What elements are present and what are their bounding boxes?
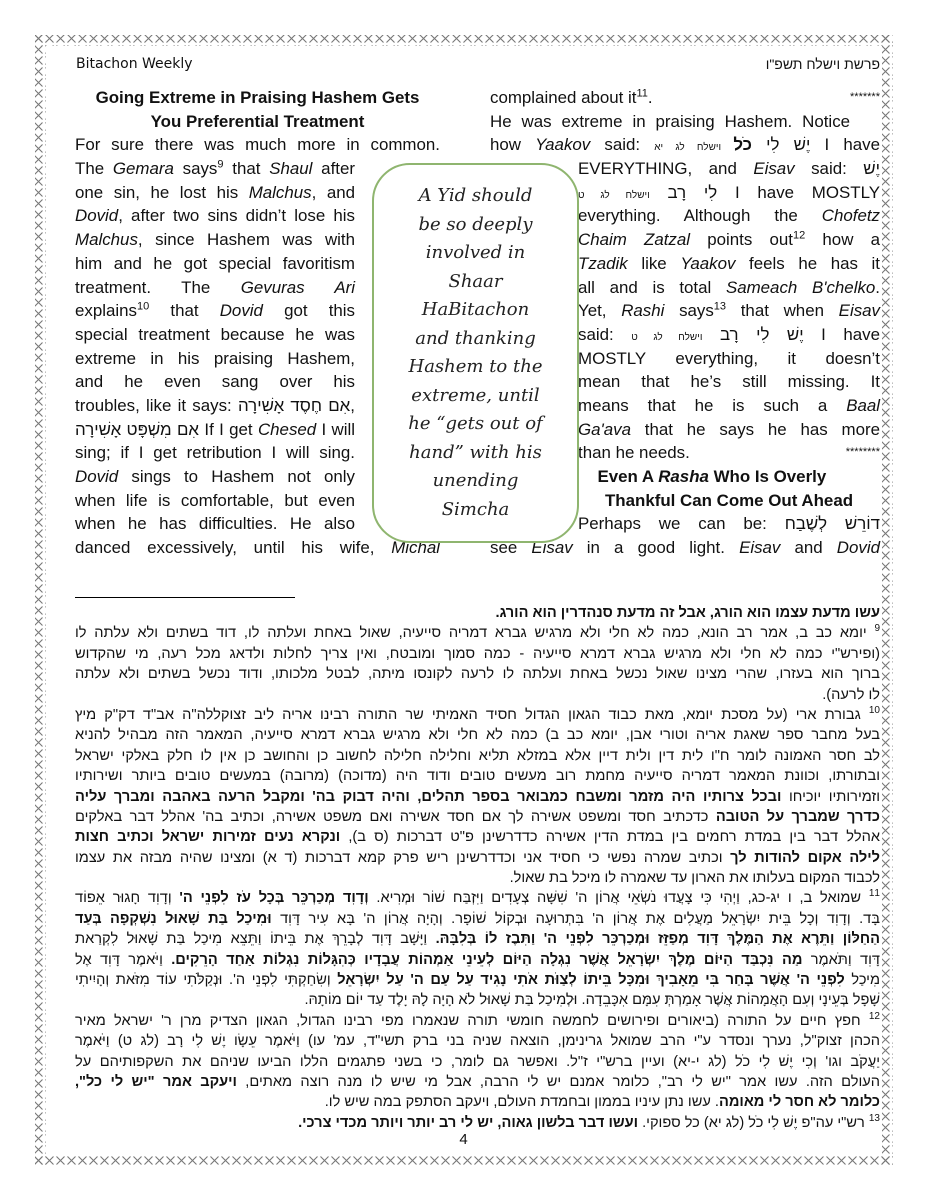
text-run: מִיכַל (844, 972, 881, 989)
text-run: I will (316, 419, 355, 439)
text-run: Tzadik (578, 253, 628, 273)
text-run: when life is comfortable, but even (75, 490, 355, 510)
text-run: that he says he has more (631, 419, 880, 439)
text-line (75, 276, 355, 300)
text-run: כדרך שמברך על הטובה (715, 808, 880, 825)
text-run: וַיֹּאמֶר דָּוִד אֶל (75, 951, 172, 968)
text-run: means that he is such a (578, 395, 847, 415)
text-run: Ga'ava (578, 419, 631, 439)
text-run: says (173, 159, 218, 179)
text-run: complained about it (490, 88, 637, 107)
footnote-marker: 13 (713, 300, 727, 313)
text-run: Eisav (739, 538, 781, 558)
text-run: got this (262, 301, 356, 321)
text-run: when he has difficulties. He also (75, 514, 355, 534)
text-line (75, 848, 880, 868)
text-line (75, 157, 355, 181)
text-run: כדכתיב חסד ומשפט אשירה לך אם חסד אשירה ואם משפט אשירה, וכתיב בה' אהלל דבר באלקים (75, 808, 716, 825)
text-run: Yet, (578, 301, 622, 321)
pull-quote-line: be so deeply (418, 213, 533, 235)
text-line (75, 787, 880, 807)
text-run: אִם מִשְׁפָּט אָשִׁירָה (75, 419, 200, 439)
text-run: וכתיב שמרה נפשי כי חסיד אני וכדדרשינן ריש פרק קמא דברכות (ד א) ומצינו שהיה מבזה את עצמו (75, 849, 731, 866)
text-run: לִי רָב (649, 182, 718, 202)
text-run: Dovid (75, 206, 119, 226)
text-run: לִפְנֵי ה' אֲשֶׁר בָּחַר בִּי מֵאָבִיךְ וּמִכָּל בֵּיתוֹ לְצַוֹּת אֹתִי נָגִיד עַל עַם ה' עַל יִשְׂרָאֵל (337, 972, 845, 989)
text-line (578, 204, 880, 228)
text-run: that when (726, 301, 839, 321)
page-number: 4 (459, 1131, 468, 1148)
text-run: ויעקב אמר "יש לי כל", (75, 1073, 237, 1090)
text-line (490, 133, 880, 157)
text-line (75, 489, 355, 513)
text-run: יֶשׁ לִי (751, 135, 811, 155)
text-line (75, 868, 880, 888)
text-run: Eisav (753, 159, 795, 179)
text-run: רש"י עה"פ יֶשׁ לִי כֹל (לג יא) כל ספוקי. (638, 1114, 869, 1131)
text-run: Thankful Can Come Out Ahead (604, 490, 854, 510)
section-divider-asterisks: ******** (845, 446, 880, 459)
border-right (882, 35, 893, 1167)
text-line (75, 685, 880, 705)
text-line (75, 1072, 880, 1092)
text-run: גבורת ארי (על מסכת יומא, מאת כבוד הגאון הגדול חסיד האמיתי שר התורה רבינו אריה ליב זצוקללה"ה אב"ד דק"ק מיץ (75, 706, 869, 723)
text-line (75, 746, 880, 766)
text-line (578, 418, 880, 442)
text-run: that (223, 159, 270, 179)
text-run: He was extreme in praising Hashem. Notice (490, 111, 851, 131)
text-run: יֶשׁ (863, 159, 880, 179)
text-run: יֶשׁ לִי רָב (702, 324, 804, 344)
text-line (578, 276, 880, 300)
text-run: danced excessively, until his wife, (75, 538, 392, 558)
text-run: sing; if I get retribution I will sing. (75, 443, 355, 463)
text-line (75, 929, 880, 949)
footnote-marker: 13 (868, 1112, 880, 1124)
border-top (35, 35, 893, 46)
text-line (75, 827, 880, 847)
text-run: For sure there was much more in common. (75, 135, 440, 155)
text-line (578, 512, 880, 536)
text-run: like (627, 253, 681, 273)
text-run: Shaul (269, 159, 313, 179)
text-run: לכבוד המקום בעלותו את הארון עד שאמרה לו מיכל בת שאול. (509, 870, 880, 887)
text-run: said: (590, 135, 655, 155)
text-run: I have (810, 135, 880, 155)
text-run: sings to Hashem not only (118, 467, 355, 486)
text-run: Dovid (75, 467, 119, 486)
text-run: הַחַלּוֹן וַתֵּרֶא אֶת הַמֶּלֶךְ דָּוִד מְפַזֵּז וּמְכַרְכֵּר לִפְנֵי ה' וַתִּבֶז לוֹ בְּלִבָּהּ. (435, 931, 880, 948)
text-run: Even A (597, 467, 659, 486)
text-line (75, 228, 355, 252)
text-run: . (647, 88, 653, 107)
footnote-marker: 9 (217, 158, 224, 171)
text-run: יומא כב ב, אמר רב הונא, כמה לא חלי ולא מרגיש גברא דמריה סייעיה, שאול באחת ועלתה לו, דוד בשתים ולא עלתה לו (75, 625, 875, 642)
text-run: Baal (846, 395, 880, 415)
text-run: Yaakov (680, 253, 736, 273)
text-line (75, 465, 355, 489)
text-run: mean that he’s still missing. It (578, 372, 880, 392)
footnote-marker: 12 (868, 1010, 880, 1022)
text-run: Chaim Zatzal (578, 230, 691, 250)
text-run: שמואל ב, ו יג-כג, וַיְהִי כִּי צָעֲדוּ נֹשְׂאֵי אֲרוֹן ה' שִׁשָּׁה צְעָדִים וַיִּזְבַּח שׁוֹר וּמְרִיא. (368, 890, 869, 907)
text-run: (ופירש"י כמה לא חלי ולא מרגיש גברא דמרא סייעיה - כמה סמוך ומובטח, ואין צריך לחלות ולדאג מכל רעה, מי שהקדוש (75, 645, 880, 662)
text-run: העולם הזה. עשו אמר "יש לי רב", כלומר אמנם יש לי הרבה, אבל מי שיש לו מנה רוצה מאתים, (236, 1073, 881, 1090)
text-run: extreme in his praising Hashem, (75, 348, 355, 368)
text-run: עשו מדעת עצמו הוא הורג, אבל זה מדעת סנהדרין הוא הורג. (495, 605, 880, 621)
newsletter-title: Bitachon Weekly (76, 56, 193, 72)
text-line (75, 204, 355, 228)
text-run: special treatment because he was (75, 324, 355, 344)
text-run: in a good light. (572, 538, 740, 558)
pull-quote-line: A Yid should (418, 185, 533, 206)
text-line (75, 536, 440, 560)
text-line (75, 512, 355, 536)
text-line (490, 110, 880, 134)
text-line (75, 394, 355, 418)
text-line (578, 347, 880, 371)
text-run: The (75, 159, 113, 179)
text-line (75, 323, 355, 347)
text-run: one sin, he lost his (75, 182, 249, 202)
text-run: said: (794, 159, 864, 179)
text-line (75, 1031, 880, 1051)
text-run: explains (75, 301, 137, 321)
text-run: בָּד. וְדָוִד וְכָל בֵּית יִשְׂרָאֵל מַעֲלִים אֶת אֲרוֹן ה' בִּתְרוּעָה וּבְקוֹל שׁוֹפָר. וְהָיָה אֲרוֹן ה' בָּא עִיר דָּוִד (271, 910, 880, 927)
text-line (578, 157, 880, 181)
text-line (75, 766, 880, 786)
text-line (578, 299, 880, 323)
text-run: וְשִׂחַקְתִּי לִפְנֵי ה'. וּנְקַלֹּתִי עוֹד מִזֹּאת וְהָיִיתִי (75, 972, 338, 989)
text-run: Malchus (75, 230, 138, 250)
text-run: הכהן זצוק"ל, נערך ונסדר ע"י הרב שמואל גרינימן, הוצאה שניה בני ברק תשי"ד, עמ' עו) וַיֹּאמֶר עֵשָׂו יֶשׁ לִי רָב (לג ט) וַיֹּאמֶר (75, 1033, 880, 1050)
verse-reference: וישלח לג יא (654, 142, 734, 154)
pull-quote-line: he “gets out of (408, 413, 543, 434)
text-run: חפץ חיים על התורה (ביאורים ופירושים לחמשה חומשי תורה שנאמרו מפי רבינו הגדול, הגאון הצדיק מרן ר' ישראל מאיר (75, 1012, 869, 1029)
text-run: If I get (199, 419, 258, 439)
section-heading-line (75, 110, 440, 134)
text-run: Going Extreme in Praising Hashem Gets (95, 88, 420, 107)
text-run: You Preferential Treatment (150, 111, 365, 131)
text-line (75, 418, 355, 442)
footnote-separator (75, 597, 295, 598)
pull-quote-line: extreme, until (411, 384, 540, 406)
text-run: כלומר לא חסר לי מאומה (718, 1094, 880, 1111)
text-line (75, 299, 355, 323)
text-run: Dovid (836, 538, 880, 558)
text-run: , since Hashem was with (137, 230, 355, 250)
pull-quote-line: HaBitachon (421, 299, 530, 320)
text-run: וּמִיכַל בַּת שָׁאוּל נִשְׁקְפָה בְּעַד (75, 910, 272, 927)
section-heading-line (578, 465, 880, 489)
text-run: . (875, 277, 880, 297)
text-line (75, 1011, 880, 1031)
text-line (578, 252, 880, 276)
text-line (75, 970, 880, 990)
pull-quote-line: and thanking (415, 327, 536, 349)
text-line (578, 370, 880, 394)
text-run: points out (690, 230, 793, 250)
text-run: EVERYTHING, and (578, 159, 754, 179)
pull-quote-line: Shaar (448, 270, 503, 292)
footnotes (75, 603, 880, 1133)
text-run: אִם חֶסֶד אָשִׁירָה, (237, 395, 355, 415)
footnote-marker: 10 (136, 300, 150, 313)
verse-reference: וישלח לג ט (578, 189, 650, 201)
verse-reference: וישלח לג ט (631, 331, 703, 343)
text-line (75, 1092, 880, 1112)
text-run: MOSTLY everything, it doesn’t (578, 348, 880, 368)
text-line (75, 888, 880, 908)
text-run: ובתורתו, וכוונת המאמר דמריה סייעיה מחמת רוב מעשים טובים ודוד היה (מדוכה) (מרובה) במעשים טובים ביותר ושירותיו (75, 768, 880, 785)
text-line (75, 664, 880, 684)
text-line (578, 441, 880, 465)
text-run: Chofetz (821, 206, 880, 226)
text-run: him and he got special favoritism (75, 253, 355, 273)
text-run: Perhaps we can be: (578, 514, 785, 534)
text-run: יַעֲקֹב וגו' וְכִי יֶשׁ לִי כֹל (לג י-יא) ועיין ברש"י ז"ל. ואפשר גם לומר, כי בשני פתגמים הללו הביעו שניהם את השקפותיהם על (75, 1053, 880, 1070)
text-run: ברוך הוא בעזרו, שהרי מצינו שאול נכשל באחת ועלתה לו לרעה לקונסו מיתה, לבטל מלכותו, ודוד נכשל בשתים ולא עלתה (75, 666, 880, 683)
text-run: Michal (391, 538, 440, 558)
text-run: said: (578, 324, 632, 344)
footnote-marker: 11 (868, 888, 880, 900)
text-run: כֹל (733, 135, 752, 155)
text-run: ובכל צרותיו היה מזמר ומשבח כמבואר בספר תהלים, והיה דבוק בה' ומקבל הרעה באהבה ומברך עליה (75, 788, 782, 805)
text-run: how (490, 135, 536, 155)
text-line (75, 950, 880, 970)
section-divider-asterisks: ******* (850, 91, 880, 103)
text-run: everything. Although the (578, 206, 822, 226)
text-run: how a (805, 230, 880, 250)
text-run: Gemara (112, 159, 174, 179)
text-run: and (780, 538, 837, 558)
text-run: see (490, 538, 532, 558)
text-run: בעל מחבר ספר שאגת אריה וטורי אבן, יומא כב ב) כמה לא חלי ולא מרגיש גברא דמרא סייעיה, המאמר הזה מבהיל להניא (75, 727, 880, 744)
text-line (75, 370, 355, 394)
text-line (75, 181, 355, 205)
footnote-marker: 12 (792, 229, 806, 242)
text-run: מַה נִּכְבַּד הַיּוֹם מֶלֶךְ יִשְׂרָאֵל אֲשֶׁר נִגְלָה הַיּוֹם לְעֵינֵי אַמְהוֹת עֲבָדָיו כְּהִגָּלוֹת נִגְלוֹת אַחַד הָרֵקִים. (171, 951, 803, 968)
text-run: וַיָּשָׁב דָּוִד לְבָרֵךְ אֶת בֵּיתוֹ וַתֵּצֵא מִיכַל בַּת שָׁאוּל לִקְרַאת (75, 931, 436, 948)
text-run: לו לרעה). (822, 686, 880, 703)
text-line (75, 1052, 880, 1072)
text-run: treatment. The (75, 277, 241, 297)
text-run: Eisav (531, 538, 573, 558)
text-line (75, 807, 880, 827)
text-run: Who Is Overly (708, 467, 827, 486)
footnote-marker: 9 (874, 623, 880, 635)
footnote-marker: 10 (868, 705, 880, 717)
text-run: ונקרא נעים זמירות ישראל וכתיב חצות (75, 829, 341, 846)
footnote-marker: 11 (636, 87, 648, 100)
text-run: Chesed (257, 419, 317, 439)
text-run: . עשו נתן עיניו בממון ובחמדת העולם, ויעקב הסתפק במה שיש לו. (324, 1094, 719, 1111)
text-run: לב חסר האמונה לומר ח"ו לית דין ולית דיין אלא במזלא תליא וחלילה חלילה לחשוב כן והחושב כן אין לו חלק באלקי ישראל (75, 747, 880, 764)
pull-quote-line: hand” with his (409, 441, 542, 463)
text-run: troubles, like it says: (75, 395, 238, 415)
text-line (75, 644, 880, 664)
text-run: I have (803, 324, 880, 344)
text-line (75, 909, 880, 929)
text-run: , and (311, 182, 355, 202)
text-run: that (149, 301, 220, 321)
text-run: דָּוִד וַתֹּאמֶר (802, 951, 880, 968)
text-run: Yaakov (535, 135, 591, 155)
text-run: Sameach B'chelko (725, 277, 876, 297)
text-run: וְדָוִד מְכַרְכֵּר בְּכָל עֹז לִפְנֵי ה' (179, 890, 369, 907)
text-line (578, 181, 880, 205)
text-line (75, 623, 880, 643)
text-run: all and is total (578, 277, 726, 297)
text-run: Dovid (219, 301, 263, 321)
section-heading-line (75, 86, 440, 110)
text-run: שָׁפָל בְּעֵינָי וְעִם הָאֲמָהוֹת אֲשֶׁר אָמַרְתְּ עִמָּם אִכָּבֵדָה. וּלְמִיכַל בַּת שָׁאוּל לֹא הָיָה לָהּ יָלֶד עַד יוֹם מוֹתָהּ. (304, 992, 880, 1009)
text-line (578, 394, 880, 418)
pull-quote-line: unending (432, 470, 519, 491)
pull-quote-line: involved in (425, 242, 526, 263)
text-line (75, 990, 880, 1010)
text-run: אהלל דבר בין במדת רחמים בין במדת הדין אשירה כדדרשינן פ"ט דברכות (ס ב), (340, 829, 880, 846)
text-line (75, 347, 355, 371)
text-run: ועשו דבר בלשון גאוה, יש לי רב יותר ויותר מכדי צרכי. (298, 1114, 639, 1131)
text-line (578, 228, 880, 252)
text-run: Eisav (838, 301, 880, 321)
text-run: לילה אקום להודות לך (730, 849, 880, 866)
text-run: Malchus (248, 182, 312, 202)
text-line (75, 252, 355, 276)
text-run: דוֹרֵשׁ לְשֶׁבַח (784, 514, 880, 534)
text-line (75, 133, 440, 157)
section-heading-line (578, 489, 880, 513)
text-line (75, 705, 880, 725)
text-line (75, 441, 355, 465)
pull-quote-line: Hashem to the (408, 356, 543, 377)
text-run: than he needs. (578, 443, 690, 463)
text-line (578, 323, 880, 347)
border-left (35, 35, 46, 1167)
text-run: וזמירותיו יוכיחו (781, 788, 880, 805)
text-run: Rashi (621, 301, 665, 321)
text-run: feels he has it (735, 253, 881, 273)
text-line (75, 603, 880, 623)
text-run: , after two sins didn’t lose his (118, 206, 355, 226)
text-run: Rasha (658, 467, 709, 486)
text-line (75, 725, 880, 745)
text-run: and he even sang over his (75, 372, 355, 392)
text-line (490, 86, 880, 110)
pull-quote-line: Simcha (441, 498, 510, 520)
pull-quote-box (372, 163, 579, 543)
text-run: after (312, 159, 355, 179)
text-run: I have MOSTLY (717, 182, 880, 202)
text-run: וְדָוִד חָגוּר אֵפוֹד (75, 890, 180, 907)
text-run: says (664, 301, 714, 321)
border-bottom (35, 1156, 893, 1167)
text-run: Gevuras Ari (240, 277, 356, 297)
parsha-header: פרשת וישלח תשפ"ו (765, 56, 880, 72)
